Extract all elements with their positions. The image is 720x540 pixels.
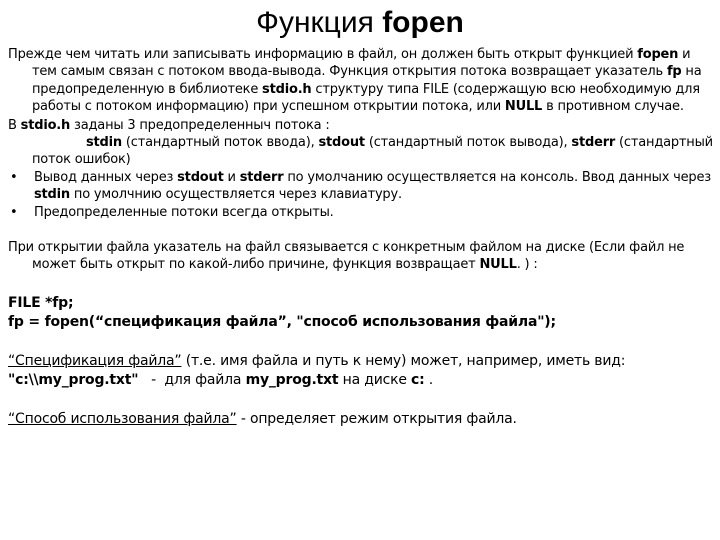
- text: в противном случае.: [542, 99, 684, 115]
- mode-paragraph: [8, 410, 714, 429]
- keyword-stdout: stdout: [177, 169, 224, 185]
- text: заданы 3 предопределенныч потока :: [70, 117, 330, 133]
- code-text: fp = fopen(“спецификация файла”, "способ использования файла");: [8, 313, 556, 330]
- example-path: "c:\\my_prog.txt": [8, 371, 139, 388]
- keyword-null: NULL: [504, 99, 543, 115]
- text: .: [424, 371, 434, 388]
- code-line: [8, 294, 714, 313]
- keyword-stdout: stdout: [318, 135, 365, 151]
- text: структуру типа FILE (содержащую всю необходимую для работы с потоком информацию) при успешном открытии потока, или: [32, 81, 700, 115]
- title-function-name: fopen: [382, 6, 464, 39]
- title-prefix: Функция: [256, 6, 383, 39]
- text: - для файла: [138, 371, 246, 388]
- text: по умолчанию осуществляется на консоль. Ввод данных через: [283, 169, 711, 185]
- example-filename: my_prog.txt: [245, 371, 339, 388]
- keyword-stdio: stdio.h: [20, 117, 71, 133]
- term-specification: “Спецификация файла”: [8, 352, 182, 369]
- text: Вывод данных через: [34, 169, 178, 185]
- text: Предопределенные потоки всегда открыты.: [34, 204, 334, 220]
- list-item: [8, 169, 714, 204]
- keyword-stdin: stdin: [86, 135, 122, 151]
- text: (стандартный поток вывода),: [364, 135, 572, 151]
- bullet-list: [8, 169, 714, 221]
- code-line: [8, 313, 714, 332]
- text: (стандартный поток ошибок): [32, 135, 713, 168]
- text: При открытии файла указатель на файл связывается с конкретным файлом на диске (Если файл не может быть открыт по какой-либо причине, функция возвращает: [8, 240, 685, 273]
- slide-body: [8, 46, 714, 429]
- intro-paragraph: [8, 46, 714, 116]
- opening-paragraph: [8, 239, 714, 274]
- bullet-marker: •: [10, 204, 18, 220]
- keyword-null: NULL: [479, 257, 517, 273]
- text: по умолчнию осуществляется через клавиатуру.: [69, 187, 402, 203]
- code-block: [8, 294, 714, 332]
- text: . ) :: [516, 257, 538, 273]
- text: на диске: [338, 371, 412, 388]
- keyword-stdio: stdio.h: [262, 81, 312, 97]
- text: и тем самым связан с потоком ввода-вывода. Функция открытия потока возвращает указатель: [32, 47, 691, 80]
- text: на предопределенную в библиотеке: [32, 64, 702, 97]
- slide-title: [0, 4, 720, 42]
- list-item: [8, 204, 714, 221]
- keyword-fp: fp: [666, 64, 682, 80]
- keyword-stderr: stderr: [239, 169, 284, 185]
- term-mode: “Способ использования файла”: [8, 410, 237, 427]
- streams-paragraph: [8, 117, 714, 169]
- keyword-stdin: stdin: [34, 187, 70, 203]
- text: (стандартный поток ввода),: [121, 135, 319, 151]
- text: В: [8, 117, 21, 133]
- text: и: [223, 169, 240, 185]
- keyword-stderr: stderr: [571, 135, 616, 151]
- text: (т.е. имя файла и путь к нему) может, например, иметь вид:: [181, 352, 626, 369]
- text: Прежде чем читать или записывать информацию в файл, он должен быть открыт функцией: [8, 47, 638, 62]
- keyword-fopen: fopen: [637, 47, 679, 62]
- spec-paragraph: [8, 352, 714, 390]
- example-drive: c:: [411, 371, 425, 388]
- text: - определяет режим открытия файла.: [236, 410, 517, 427]
- bullet-marker: •: [10, 169, 18, 185]
- code-text: FILE *fp;: [8, 294, 74, 311]
